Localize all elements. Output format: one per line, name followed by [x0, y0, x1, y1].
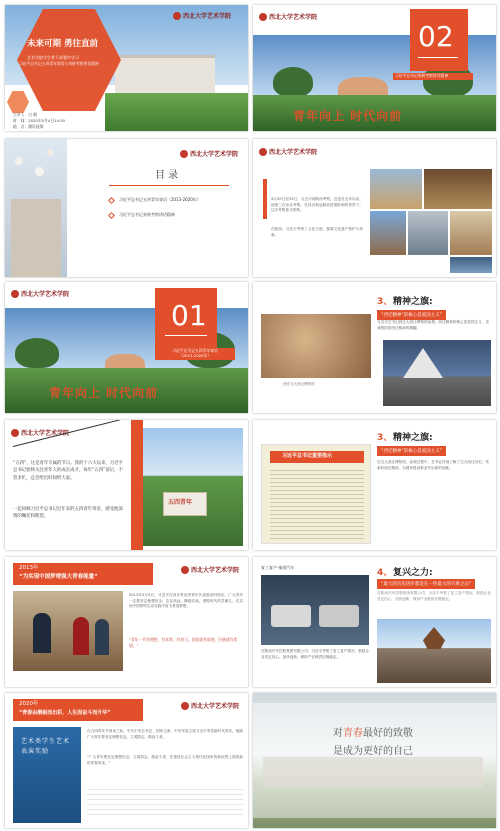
slide-spirit-flag-2 — [253, 420, 496, 550]
overlay — [253, 703, 496, 818]
quote-tag: “西迁精神”的核心是爱国主义” — [377, 446, 446, 456]
campus-panorama-photo — [253, 693, 496, 828]
magnolia-photo — [5, 139, 67, 277]
toc-item-2[interactable]: 习近平总书记来陕考察讲话精神 — [119, 212, 175, 217]
logo-mark-icon — [181, 702, 189, 710]
slide-section-02 — [253, 5, 496, 131]
school-logo: 西北大学艺术学院 — [259, 12, 317, 21]
toc-heading: 目 录 — [155, 170, 179, 181]
stadium-grass — [105, 93, 248, 131]
year-paragraph: 2013年5月4日，习近平在同各界优秀青年代表座谈时指出，广大青年一定要坚定理想信念，志存高远，脚踏实地，勇做时代的弄潮儿，在实现中国梦的生动实践中放飞青春梦想。 — [129, 593, 243, 609]
section-number: 01 — [171, 299, 207, 332]
banner-text: 青年向上 时代向前 — [293, 109, 403, 123]
cover-time: 时 间：2020年5月4日14:30 — [13, 118, 66, 123]
school-logo: 西北大学艺术学院 — [181, 565, 239, 574]
school-logo: 西北大学艺术学院 — [180, 149, 238, 158]
logo-mark-icon — [181, 566, 189, 574]
plaque-photo: 艺术类学生艺术表演奖励 — [13, 727, 81, 823]
cover-subtitle-2: 习近平总书记五四青年寄语与来陕考察讲话精神 — [19, 61, 99, 66]
flower-shape — [47, 149, 54, 156]
accent-bar — [263, 179, 267, 219]
divider — [165, 335, 207, 336]
toc-item-1[interactable]: 习近平总书记五四青年寄语（2013-2020年） — [119, 197, 201, 202]
slide-closing — [253, 693, 496, 828]
bullet-icon — [108, 212, 115, 219]
section-title: 精神之旗: — [393, 433, 433, 443]
section-number: 4、 — [377, 568, 393, 578]
slide-2013 — [5, 557, 248, 687]
section-number: 3、 — [377, 433, 393, 443]
pagoda-photo — [370, 169, 422, 209]
slide-revival — [253, 557, 496, 687]
slide-spirit-flag — [253, 282, 496, 413]
cover-place: 地 点：腾讯视频 — [13, 124, 44, 129]
newspaper-photo — [261, 444, 371, 544]
spirit-paragraph: 在交大西迁博物馆，参观过程中，总书记详细了解了交大西迁历史。传承好西迁精神，为国家建设事业作出新的贡献。 — [377, 460, 489, 470]
stone-sign: 五四青年 — [163, 492, 207, 516]
deco-hexagon — [7, 91, 29, 113]
monument-shape — [403, 348, 443, 378]
section-number: 3、 — [377, 297, 393, 307]
divider — [109, 185, 229, 186]
slide-2020 — [5, 693, 248, 828]
bullet-icon — [108, 197, 115, 204]
revival-side-paragraph: 在陕西汽车控股集团有限公司，习近平考察了复工复产情况，鼓励企业坚定信心，加快创新，保持产业链供应链稳定。 — [377, 591, 491, 601]
school-logo: 西北大学艺术学院 — [181, 701, 239, 710]
school-logo: 西北大学艺术学院 — [173, 11, 231, 20]
banner-text: 青年向上 时代向前 — [49, 386, 159, 400]
slide-cover — [5, 5, 248, 131]
may-fourth-paragraph-2: 一起回顾习近平总书记近年来的五四青年寄语，感受他深情的嘱托和期望。 — [13, 507, 123, 520]
cover-speaker: 主讲人：白 鹤 — [13, 112, 37, 117]
cover-subtitle-1: 艺术学院学生骨干部署中学习 — [27, 55, 79, 60]
stadium-building — [115, 55, 215, 95]
closing-line-1: 对青春最好的致敬 — [333, 728, 413, 739]
tree-shape — [273, 67, 313, 97]
closing-line-2: 是成为更好的自己 — [333, 746, 413, 757]
section-title: 精神之旗: — [393, 297, 433, 307]
meeting-photo — [13, 591, 123, 671]
year-paragraph: 在五四青年节到来之际，中共中央总书记、国家主席、中央军委主席习近平寄语新时代青年，勉励广大青年要坚定理想信念，立鸿鹄志，做奋斗者。 — [87, 729, 243, 739]
spirit-paragraph: 习近平总书记到交大西迁博物馆参观。西迁精神的核心是爱国主义，忠诚报国是西迁精神的精髓。 — [377, 320, 489, 330]
quote-tag: “西迁精神”的核心是爱国主义” — [377, 310, 446, 320]
slide-section-01 — [5, 282, 248, 413]
logo-mark-icon — [259, 148, 267, 156]
year-quote: “青年一代有理想、有本领、有担当，国家就有前途，民族就有希望。” — [129, 637, 238, 648]
revival-paragraph: 在陕西汽车控股集团有限公司，习近平考察了复工复产情况，鼓励企业坚定信心，加快创新，保持产业链供应链稳定。 — [261, 649, 369, 659]
cover-title: 未来可期 勇往直前 — [27, 39, 98, 49]
quote-tag: “最大的历史进步都是在一些最大的灾难之后” — [377, 579, 475, 589]
bell-tower-photo — [377, 619, 491, 683]
person-shape — [33, 613, 51, 653]
year-paragraph-2: “广大青年要坚定理想信念，立鸿鹄志，做奋斗者，在建设社会主义现代化国家的新征程上展现新的青春风采。” — [87, 755, 243, 765]
person-shape — [73, 617, 89, 655]
tree-shape — [15, 338, 59, 368]
year-header: 2020年 “青春由磨砺而出彩，人生因奋斗而升华” — [13, 699, 143, 721]
visit-paragraph-1: 4月20日至23日，习近平到陕西考察。这是自去年以来，他第三次出京考察。在经济新冠肺炎疫情影响的背景下，这次考察意义特殊。 — [271, 197, 363, 213]
divider — [418, 57, 458, 58]
building-shape — [11, 199, 61, 277]
photo-tag: 复工复产·秦创汽车 — [261, 565, 295, 570]
tower-shape — [423, 627, 445, 649]
flower-shape — [35, 167, 44, 176]
visit-photo — [408, 211, 448, 255]
visit-photo — [450, 211, 492, 255]
vehicle-shape — [271, 605, 311, 627]
slide-visit — [253, 139, 496, 277]
section-caption: 习近平总书记来陕考察讲话精神 — [393, 73, 473, 80]
school-logo: 西北大学艺术学院 — [11, 289, 69, 298]
logo-mark-icon — [173, 12, 181, 20]
visit-photo — [450, 257, 492, 273]
slide-may-fourth — [5, 420, 248, 550]
slide-toc — [5, 139, 248, 277]
logo-mark-icon — [180, 150, 188, 158]
section-number: 02 — [418, 20, 454, 53]
school-logo: 西北大学艺术学院 — [259, 147, 317, 156]
factory-photo — [261, 575, 369, 645]
logo-mark-icon — [259, 13, 267, 21]
text-lines — [87, 785, 243, 817]
school-logo: 西北大学艺术学院 — [11, 428, 69, 437]
section-number-box — [410, 9, 468, 71]
campus-sign-photo — [143, 428, 243, 546]
year-header: 2013年 “为实现中国梦增强大青春能量” — [13, 563, 153, 585]
logo-mark-icon — [11, 429, 19, 437]
newspaper-text-lines — [270, 467, 364, 541]
may-fourth-paragraph: “五四”，这是青年专属的节日。我的十六大以来，习近平总书记始终关注青年人的成长成才。每年“五四”前后，不管多忙，总会给出时间给大家。 — [13, 461, 123, 481]
visit-photo — [370, 211, 406, 255]
section-caption: 习近平总书记五四青年寄语 （2013-2020年） — [155, 348, 235, 360]
person-shape — [95, 619, 109, 655]
relief-sculpture-photo — [261, 314, 371, 378]
visit-paragraph-2: 在陕西，习近平考察了文化古迹，强调文化遗产保护与传承。 — [271, 227, 363, 237]
newspaper-header: 习近平总书记重要指示 — [270, 451, 364, 463]
accent-bar — [131, 420, 143, 550]
photo-caption: 西安交大西迁博物馆 — [283, 382, 315, 386]
section-title: 复兴之力: — [393, 568, 433, 578]
logo-mark-icon — [11, 290, 19, 298]
section-number-box — [155, 288, 217, 348]
museum-photo — [383, 340, 491, 406]
statue-photo — [424, 169, 492, 209]
vehicle-shape — [319, 605, 359, 627]
flower-shape — [15, 157, 23, 165]
